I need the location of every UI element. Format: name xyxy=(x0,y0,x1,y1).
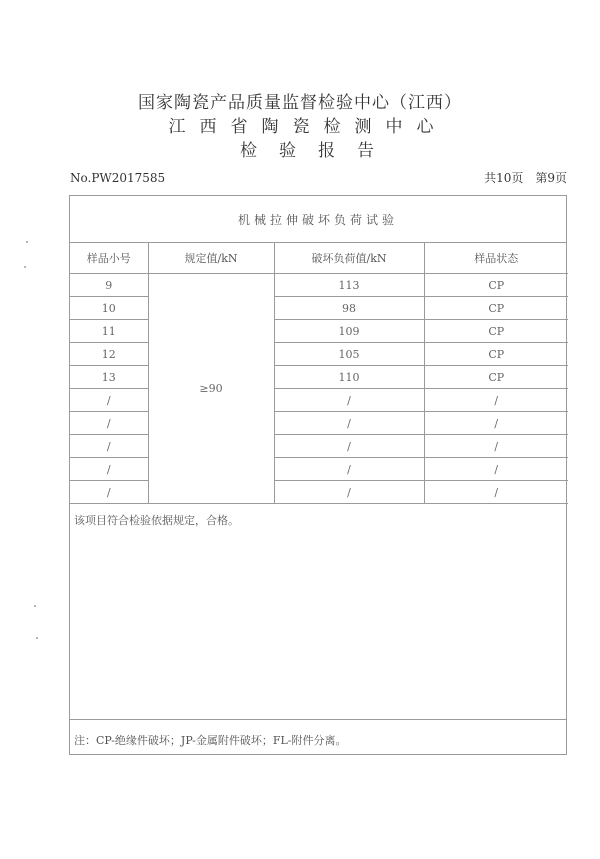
test-title: 机械拉伸破坏负荷试验 xyxy=(70,196,566,243)
column-header-sample-no: 样品小号 xyxy=(70,243,148,274)
sample-state-cell: / xyxy=(424,389,568,412)
sample-state-cell: CP xyxy=(424,366,568,389)
sample-no-cell: 13 xyxy=(70,366,148,389)
report-number: No.PW2017585 xyxy=(70,171,166,185)
scan-speck xyxy=(26,241,28,243)
sample-no-cell: 10 xyxy=(70,297,148,320)
sample-state-cell: CP xyxy=(424,274,568,297)
table-row xyxy=(70,366,568,389)
sample-no-cell: / xyxy=(70,481,148,504)
sample-no-cell: 11 xyxy=(70,320,148,343)
sample-no-cell: 9 xyxy=(70,274,148,297)
test-frame xyxy=(69,195,567,755)
table-row xyxy=(70,274,568,297)
table-row xyxy=(70,389,568,412)
sample-no-cell: 12 xyxy=(70,343,148,366)
report-header-provincial-name: 江西省陶瓷检测中心 xyxy=(168,117,448,137)
breaking-load-cell: / xyxy=(274,412,424,435)
breaking-load-cell: / xyxy=(274,435,424,458)
table-row xyxy=(70,320,568,343)
sample-no-cell: / xyxy=(70,458,148,481)
column-header-breaking-load: 破坏负荷值/kN xyxy=(274,243,424,274)
column-header-sample-state: 样品状态 xyxy=(424,243,568,274)
breaking-load-cell: / xyxy=(274,481,424,504)
sample-state-cell: / xyxy=(424,412,568,435)
table-row xyxy=(70,297,568,320)
column-header-specified-value: 规定值/kN xyxy=(148,243,274,274)
breaking-load-cell: / xyxy=(274,458,424,481)
report-header-center-name: 国家陶瓷产品质量监督检验中心（江西） xyxy=(138,93,462,113)
breaking-load-cell: 109 xyxy=(274,320,424,343)
sample-state-cell: / xyxy=(424,435,568,458)
sample-no-cell: / xyxy=(70,412,148,435)
table-row xyxy=(70,343,568,366)
page-info: 共10页 第9页 xyxy=(484,171,567,185)
results-table xyxy=(70,243,568,504)
scan-speck xyxy=(34,605,36,607)
table-row xyxy=(70,458,568,481)
footnote-legend: 注：CP-绝缘件破坏；JP-金属附件破坏；FL-附件分离。 xyxy=(74,734,347,747)
table-header-row xyxy=(70,243,568,274)
sample-state-cell: CP xyxy=(424,297,568,320)
sample-state-cell: / xyxy=(424,458,568,481)
report-title: 检验报告 xyxy=(240,141,396,161)
breaking-load-cell: / xyxy=(274,389,424,412)
table-row xyxy=(70,412,568,435)
specified-value-cell: ≥90 xyxy=(148,274,274,504)
breaking-load-cell: 113 xyxy=(274,274,424,297)
sample-no-cell: / xyxy=(70,389,148,412)
table-row xyxy=(70,481,568,504)
note-divider xyxy=(70,719,566,720)
sample-state-cell: CP xyxy=(424,320,568,343)
sample-state-cell: CP xyxy=(424,343,568,366)
scan-speck xyxy=(24,266,26,268)
breaking-load-cell: 110 xyxy=(274,366,424,389)
breaking-load-cell: 105 xyxy=(274,343,424,366)
conclusion-text: 该项目符合检验依据规定，合格。 xyxy=(74,514,239,527)
sample-state-cell: / xyxy=(424,481,568,504)
scan-speck xyxy=(36,637,38,639)
sample-no-cell: / xyxy=(70,435,148,458)
breaking-load-cell: 98 xyxy=(274,297,424,320)
table-row xyxy=(70,435,568,458)
